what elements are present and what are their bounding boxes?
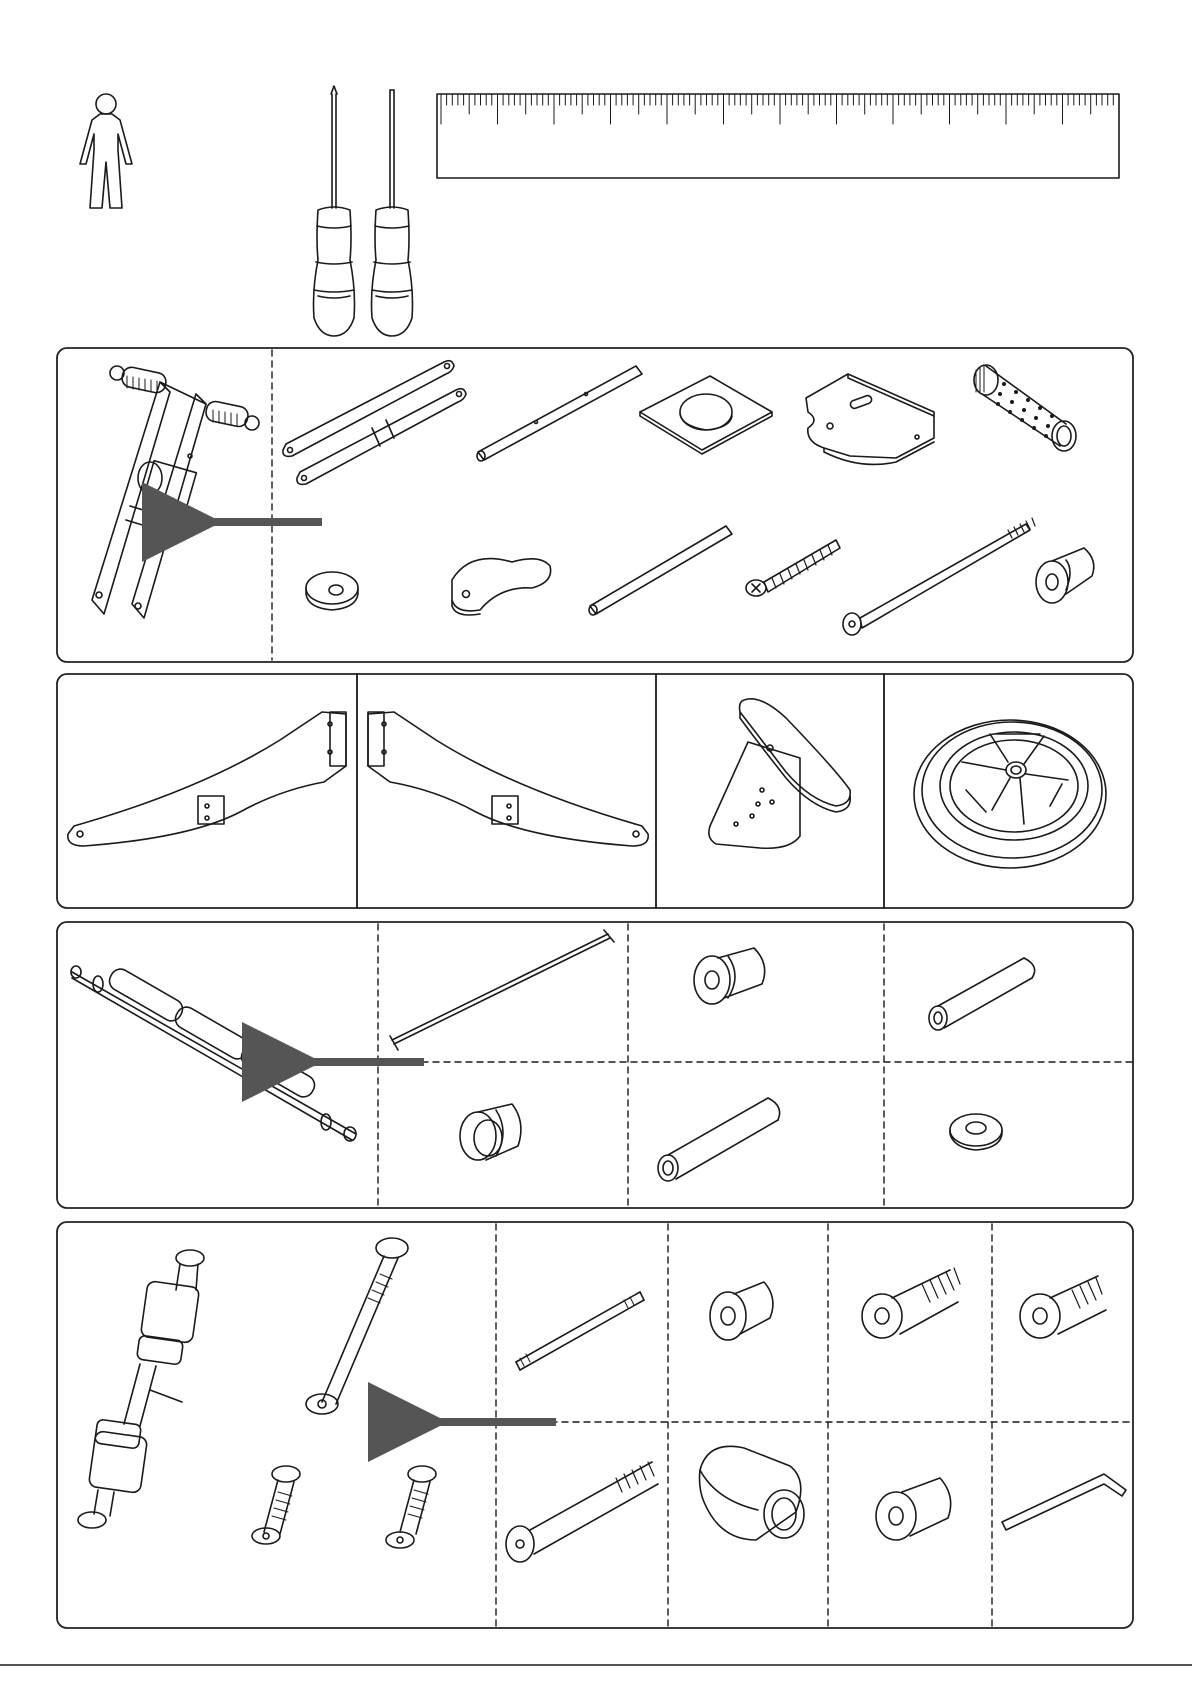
axle-assembly-icon — [71, 965, 356, 1141]
flat-screwdriver-icon — [372, 90, 413, 336]
spacer-tube-icon — [929, 958, 1035, 1030]
barrel-nut-icon — [700, 1446, 805, 1540]
long-bolt-icon — [506, 1462, 658, 1562]
flanged-sleeve-icon — [460, 1104, 521, 1160]
bushing-icon — [1036, 548, 1094, 603]
panel-legs-seat-wheel — [57, 674, 1133, 908]
page-footer — [0, 1663, 1192, 1685]
short-pin-left-icon — [252, 1466, 300, 1544]
square-pad-icon — [640, 376, 772, 454]
cap-nut-icon — [710, 1282, 773, 1340]
panel-handle-frame — [57, 348, 1133, 662]
side-bar-pair-icon — [283, 361, 466, 485]
measuring-ruler-icon — [437, 94, 1119, 178]
small-cap-nut-icon — [876, 1478, 951, 1540]
panel-axle — [57, 922, 1133, 1208]
long-screw-icon — [746, 540, 840, 596]
left-leg-icon — [68, 712, 346, 846]
axle-stack-icon — [78, 1250, 204, 1528]
long-pin-icon — [306, 1238, 408, 1414]
rod-icon — [589, 526, 732, 615]
tube-icon — [477, 366, 642, 461]
flanged-bushing-icon — [694, 948, 765, 1004]
right-leg-icon — [368, 712, 648, 846]
kidney-plate-icon — [452, 559, 551, 615]
washer-icon — [306, 572, 358, 610]
stud-icon — [516, 1292, 644, 1370]
seat-icon — [709, 699, 850, 848]
panel-hardware — [57, 1222, 1133, 1628]
allen-key-icon — [1002, 1474, 1126, 1530]
bolt-icon — [843, 518, 1035, 635]
threaded-rod-icon — [390, 930, 614, 1050]
short-bolt-icon — [1020, 1276, 1106, 1338]
short-pin-right-icon — [386, 1466, 436, 1548]
handle-frame-assembly-icon — [92, 366, 259, 618]
wheel-icon — [914, 720, 1106, 868]
hardware-assembly-icon — [78, 1238, 436, 1548]
long-spacer-icon — [658, 1098, 780, 1181]
flat-washer-icon — [950, 1114, 1002, 1150]
grip-icon — [974, 365, 1076, 451]
bracket-icon — [806, 374, 934, 464]
connector-bolt-icon — [862, 1268, 960, 1338]
phillips-screwdriver-icon — [314, 86, 355, 336]
one-person-icon — [80, 94, 132, 208]
